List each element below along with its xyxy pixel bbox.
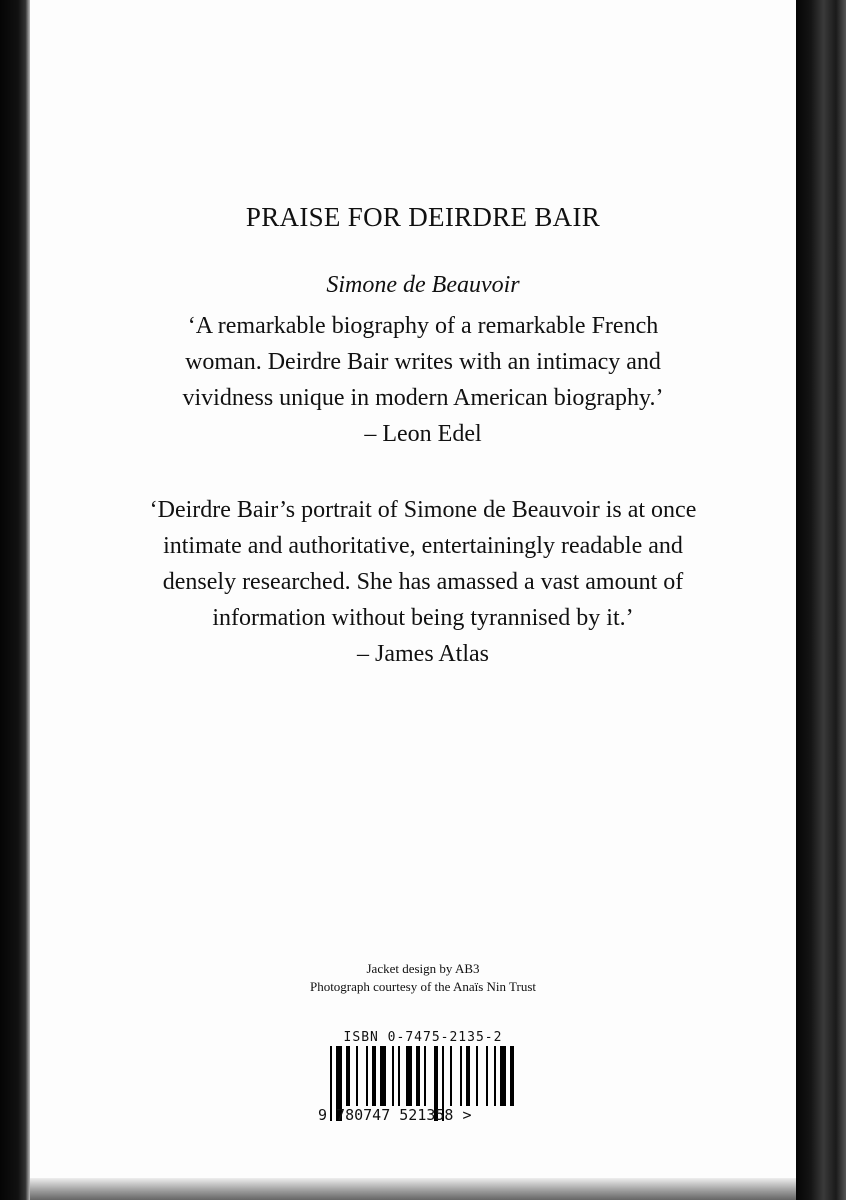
barcode-bar [476,1046,478,1106]
quote-line: woman. Deirdre Bair writes with an intimacy and [185,349,661,375]
barcode-bar [460,1046,462,1106]
quote-line: densely researched. She has amassed a vast amount of [162,569,684,595]
barcode-digits: 9 780747 521358 > [318,1106,472,1124]
barcode-bar [500,1046,506,1106]
barcode-bar [398,1046,400,1106]
barcode-bar [372,1046,376,1106]
quote-line: intimate and authoritative, entertainingly readable and [163,533,683,559]
quote-line: vividness unique in modern American biography.’ [182,385,664,411]
quote-2 [0,492,846,672]
quote-line: information without being tyrannised by it.’ [212,605,634,631]
barcode-bar [450,1046,452,1106]
barcode-bar [424,1046,426,1106]
credit-line: Photograph courtesy of the Anaïs Nin Trust [309,979,537,994]
book-edge-bottom [30,1178,796,1200]
quote-attribution: – James Atlas [357,641,489,667]
barcode-bar [366,1046,368,1106]
barcode-bar [356,1046,358,1106]
barcode-bar [346,1046,350,1106]
barcode-bar [380,1046,386,1106]
isbn-label: ISBN 0-7475-2135-2 [343,1030,503,1045]
barcode-bar [466,1046,470,1106]
quote-line: ‘A remarkable biography of a remarkable French [187,313,659,339]
quote-line: ‘Deirdre Bair’s portrait of Simone de Beauvoir is at once [149,497,697,523]
jacket-credits [0,960,846,996]
page-heading: PRAISE FOR DEIRDRE BAIR [245,202,601,232]
barcode-bar [392,1046,394,1106]
quote-attribution: – Leon Edel [364,421,482,447]
barcode-bar [494,1046,496,1106]
quote-1 [0,308,846,452]
barcode-bar [416,1046,420,1106]
credit-line: Jacket design by AB3 [366,961,480,976]
book-title: Simone de Beauvoir [326,272,520,298]
barcode-bar [510,1046,514,1106]
barcode-bar [486,1046,488,1106]
barcode-bar [406,1046,412,1106]
